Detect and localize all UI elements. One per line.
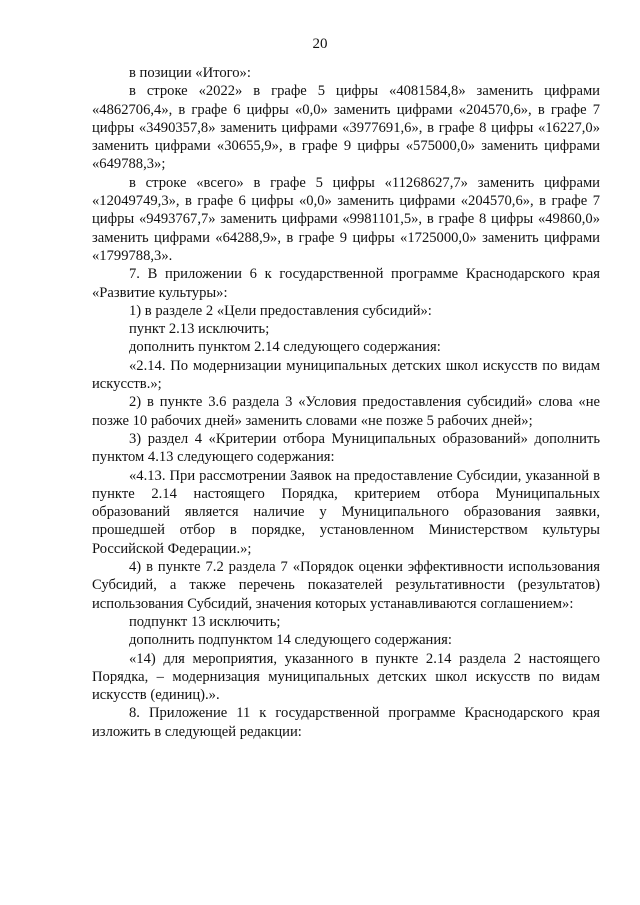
paragraph: 3) раздел 4 «Критерии отбора Муниципальных образований» дополнить пунктом 4.13 следующего содержания: [92, 430, 600, 466]
paragraph: 8. Приложение 11 к государственной программе Краснодарского края изложить в следующей редакции: [92, 705, 600, 740]
paragraph: подпункт 13 исключить; [129, 613, 281, 630]
paragraph: дополнить подпунктом 14 следующего содержания: [129, 632, 452, 649]
paragraph: в позиции «Итого»: [129, 65, 251, 81]
page-number: 20 [312, 36, 328, 52]
paragraph: 2) в пункте 3.6 раздела 3 «Условия предоставления субсидий» слова «не позже 10 рабочих дней» заменить словами «не позже 5 рабочих дней»; [92, 394, 600, 429]
paragraph: дополнить пунктом 2.14 следующего содержания: [129, 339, 441, 356]
paragraph: в строке «2022» в графе 5 цифры «4081584,8» заменить цифрами «4862706,4», в графе 6 цифры «0,0» заменить цифрами «204570,6», в графе 7 цифры «3490357,8» заменить цифрами «3977691,6», в графе 8 цифры «16227,0» заменить цифрами «30655,9», в графе 9 цифры «575000,0» заменить цифрами «649788,3»; [92, 83, 600, 173]
document-body [92, 64, 600, 741]
paragraph: в строке «всего» в графе 5 цифры «11268627,7» заменить цифрами «12049749,3», в графе 6 цифры «0,0» заменить цифрами «204570,6», в графе 7 цифры «9493767,7» заменить цифрами «9981101,5», в графе 8 цифры «49860,0» заменить цифрами «64288,9», в графе 9 цифры «1725000,0» заменить цифрами «1799788,3». [92, 174, 600, 264]
paragraph: «2.14. По модернизации муниципальных детских школ искусств по видам искусств.»; [92, 357, 600, 393]
paragraph: пункт 2.13 исключить; [129, 321, 270, 338]
paragraph: «14) для мероприятия, указанного в пункте 2.14 раздела 2 настоящего Порядка, – модернизация муниципальных детских школ искусств по видам искусств (единиц).». [92, 650, 600, 704]
paragraph: 1) в разделе 2 «Цели предоставления субсидий»: [129, 302, 432, 319]
paragraph: «4.13. При рассмотрении Заявок на предоставление Субсидии, указанной в пункте 2.14 настоящего Порядка, критерием отбора Муниципальных образований является наличие у Муниципального образования заявки, прошедшей отбор в порядке, установленном Министерством культуры Российской Федерации.»; [92, 467, 600, 557]
paragraph: 4) в пункте 7.2 раздела 7 «Порядок оценки эффективности использования Субсидий, а также перечень показателей результативности (результатов) использования Субсидий, значения которых устанавливаются соглашением»: [92, 559, 600, 612]
paragraph: 7. В приложении 6 к государственной программе Краснодарского края «Развитие культуры»: [92, 266, 600, 301]
